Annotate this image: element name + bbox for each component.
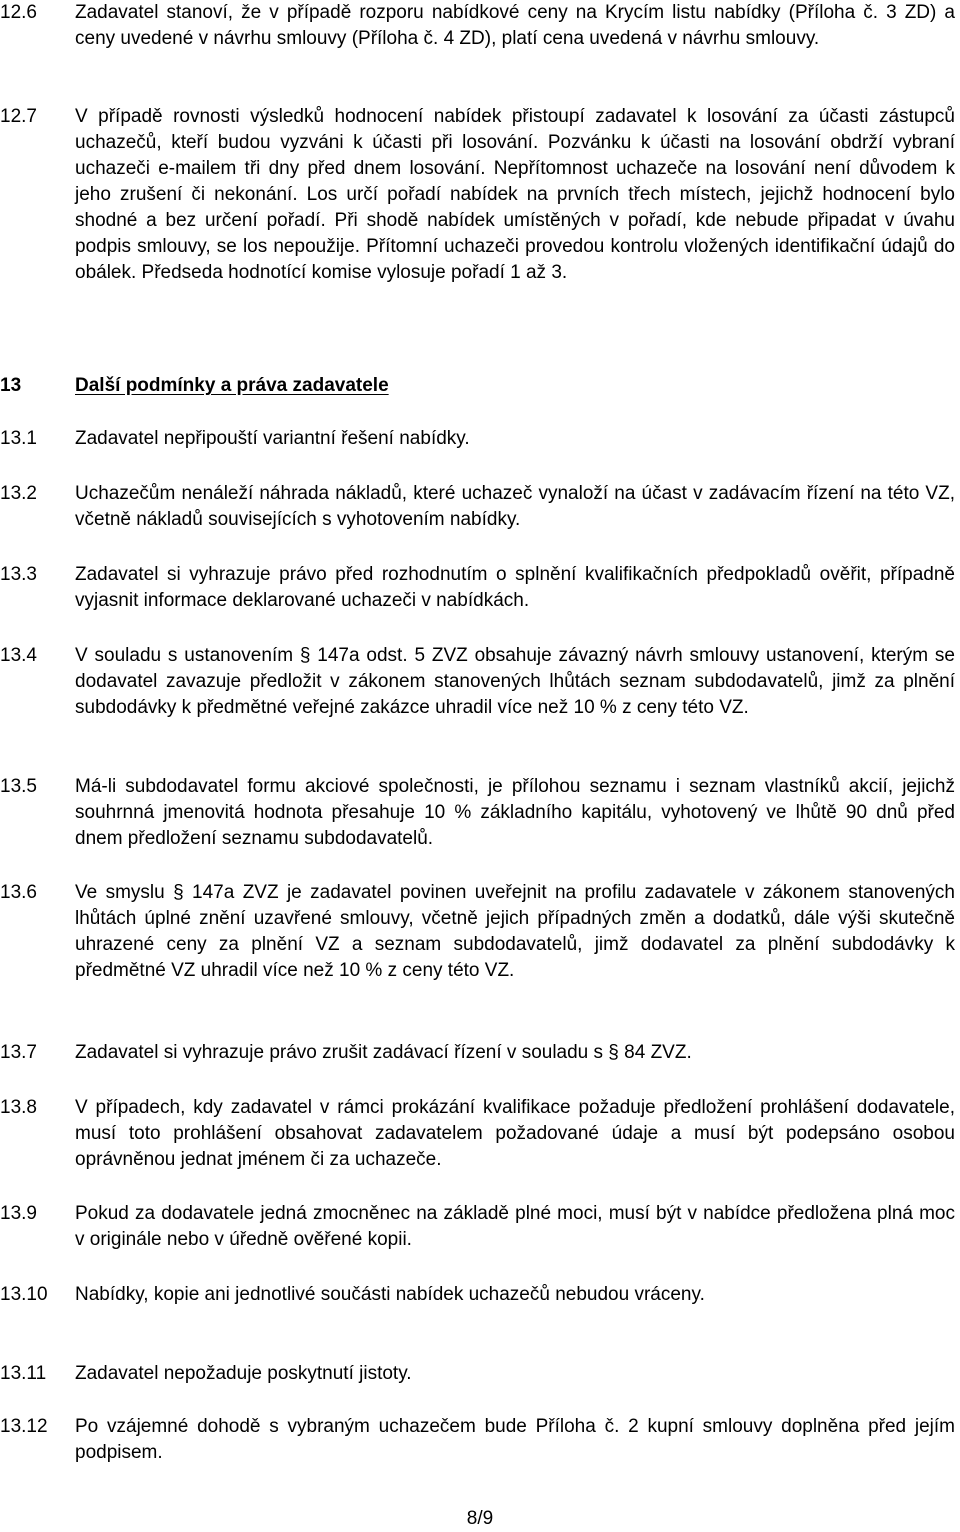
- clause-number: 13.7: [0, 1042, 37, 1063]
- clause-text: Uchazečům nenáleží náhrada nákladů, které uchazeč vynaloží na účast v zadávacím řízení na této VZ, včetně nákladů souvisejících s vyhotovením nabídky.: [75, 483, 955, 530]
- clause-number: 13.10: [0, 1284, 48, 1305]
- section-title: Další podmínky a práva zadavatele: [75, 375, 389, 396]
- clause-text: Zadavatel si vyhrazuje právo zrušit zadávací řízení v souladu s § 84 ZVZ.: [75, 1042, 692, 1063]
- clause-number: 13.11: [0, 1363, 47, 1384]
- clause-text: Má-li subdodavatel formu akciové společnosti, je přílohou seznamu i seznam vlastníků akcií, jejichž souhrnná jmenovitá hodnota přesahuje 10 % základního kapitálu, vyhotovený ve lhůtě 90 dnů před dnem předložení seznamu subdodavatelů.: [75, 776, 955, 849]
- clause-text: Zadavatel nepožaduje poskytnutí jistoty.: [75, 1363, 412, 1384]
- clause-number: 12.7: [0, 106, 37, 127]
- section-number: 13: [0, 375, 22, 396]
- clause-text: V případě rovnosti výsledků hodnocení nabídek přistoupí zadavatel k losování za účasti zástupců uchazečů, kteří budou vyzváni k účasti při losování. Pozvánku k účasti na losování obdrží vybraní uchazeči e-mailem tři dny před dnem losování. Nepřítomnost uchazeče na losování není důvodem k jeho zrušení či nekonání. Los určí pořadí nabídek na prvních třech místech, jejichž hodnocení bylo shodné a bez určení pořadí. Při shodě nabídek umístěných v pořadí, kde nebude připadat v úvahu podpis smlouvy, se los nepoužije. Přítomní uchazeči provedou kontrolu vložených identifikační údajů do obálek. Předseda hodnotící komise vylosuje pořadí 1 až 3.: [75, 106, 955, 283]
- clause-text: Zadavatel stanoví, že v případě rozporu nabídkové ceny na Krycím listu nabídky (Příloha č. 3 ZD) a ceny uvedené v návrhu smlouvy (Příloha č. 4 ZD), platí cena uvedená v návrhu smlouvy.: [75, 2, 955, 49]
- clause-text: Zadavatel nepřipouští variantní řešení nabídky.: [75, 428, 470, 449]
- clause-number: 13.2: [0, 483, 37, 504]
- clause-number: 13.12: [0, 1416, 48, 1437]
- clause-number: 13.8: [0, 1097, 37, 1118]
- clause-number: 13.3: [0, 564, 37, 585]
- clause-number: 12.6: [0, 2, 37, 23]
- page-number: 8/9: [466, 1508, 494, 1529]
- clause-number: 13.6: [0, 882, 37, 903]
- clause-text: V případech, kdy zadavatel v rámci prokázání kvalifikace požaduje předložení prohlášení dodavatele, musí toto prohlášení obsahovat zadavatelem požadované údaje a musí být podepsáno osobou oprávněnou jednat jménem či za uchazeče.: [75, 1097, 955, 1170]
- clause-text: Po vzájemné dohodě s vybraným uchazečem bude Příloha č. 2 kupní smlouvy doplněna před jejím podpisem.: [75, 1416, 955, 1463]
- clause-number: 13.4: [0, 645, 37, 666]
- clause-text: Ve smyslu § 147a ZVZ je zadavatel povinen uveřejnit na profilu zadavatele v zákonem stanovených lhůtách úplné znění uzavřené smlouvy, včetně jejich případných změn a dodatků, dále výši skutečně uhrazené ceny za plnění VZ a seznam subdodavatelů, jimž dodavatel za plnění subdodávky k předmětné VZ uhradil více než 10 % z ceny této VZ.: [75, 882, 955, 981]
- clause-number: 13.5: [0, 776, 37, 797]
- clause-number: 13.9: [0, 1203, 37, 1224]
- clause-number: 13.1: [0, 428, 37, 449]
- clause-text: Zadavatel si vyhrazuje právo před rozhodnutím o splnění kvalifikačních předpokladů ověřit, případně vyjasnit informace deklarované uchazeči v nabídkách.: [75, 564, 955, 611]
- clause-text: Pokud za dodavatele jedná zmocněnec na základě plné moci, musí být v nabídce předložena plná moc v originále nebo v úředně ověřené kopii.: [75, 1203, 955, 1250]
- clause-text: Nabídky, kopie ani jednotlivé součásti nabídek uchazečů nebudou vráceny.: [75, 1284, 705, 1305]
- clause-text: V souladu s ustanovením § 147a odst. 5 ZVZ obsahuje závazný návrh smlouvy ustanovení, kterým se dodavatel zavazuje předložit v zákonem stanovených lhůtách seznam subdodavatelů, jimž za plnění subdodávky k předmětné veřejné zakázce uhradil více než 10 % z ceny této VZ.: [75, 645, 955, 718]
